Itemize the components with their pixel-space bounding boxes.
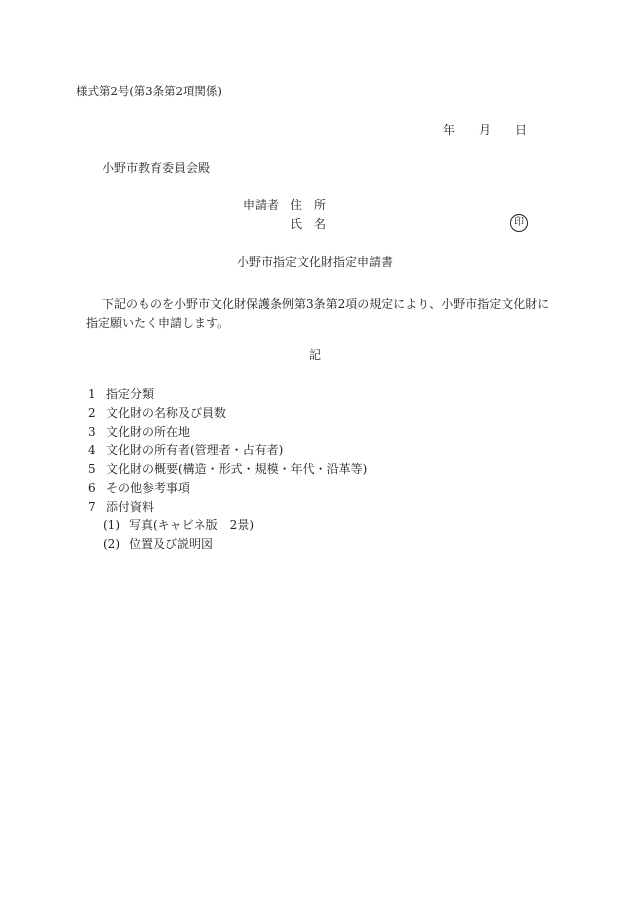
- date-line: [443, 124, 527, 136]
- list-item: [88, 388, 367, 407]
- item-text: その他参考事項: [106, 480, 191, 495]
- item-number: 5: [88, 462, 96, 477]
- attachment-list: [103, 519, 254, 557]
- date-day: 日: [515, 123, 528, 137]
- item-text: 文化財の名称及び員数: [106, 405, 227, 420]
- item-number: 3: [88, 424, 96, 439]
- list-item: [88, 444, 367, 463]
- item-number: 1: [88, 387, 96, 401]
- item-text: 文化財の所在地: [106, 424, 191, 439]
- applicant-label: 申請者: [243, 198, 280, 212]
- item-text: 文化財の所有者(管理者・占有者): [106, 443, 284, 458]
- ki-heading: 記: [308, 348, 321, 362]
- list-item: [88, 426, 367, 445]
- attachment-text: 写真(キャビネ版 2景): [129, 518, 254, 532]
- item-text: 指定分類: [106, 387, 155, 401]
- item-number: 2: [88, 405, 96, 420]
- item-number: 7: [88, 499, 96, 514]
- name-label: 氏 名: [290, 217, 327, 231]
- body-paragraph: 下記のものを小野市文化財保護条例第3条第2項の規定により、小野市指定文化財に指定願いたく申請します。: [86, 297, 550, 330]
- list-item: [88, 501, 367, 520]
- list-item: [103, 538, 254, 557]
- form-number: 様式第2号(第3条第2項関係): [76, 84, 222, 98]
- list-item: [88, 482, 367, 501]
- date-month: 月: [479, 123, 492, 137]
- attachment-number: (1): [103, 518, 120, 532]
- list-item: [88, 407, 367, 426]
- item-number: 4: [88, 443, 96, 458]
- list-item: [88, 463, 367, 482]
- attachment-text: 位置及び説明図: [129, 537, 214, 551]
- list-item: [103, 519, 254, 538]
- attachment-number: (2): [103, 537, 120, 551]
- address-label: 住 所: [290, 198, 327, 212]
- item-text: 文化財の概要(構造・形式・規模・年代・沿革等): [106, 462, 368, 477]
- date-year: 年: [443, 123, 456, 137]
- document-title: 小野市指定文化財指定申請書: [236, 255, 393, 269]
- item-list: [88, 388, 367, 520]
- seal-stamp: 印: [510, 214, 528, 232]
- item-number: 6: [88, 480, 96, 495]
- recipient: 小野市教育委員会殿: [102, 161, 211, 175]
- item-text: 添付資料: [106, 499, 155, 514]
